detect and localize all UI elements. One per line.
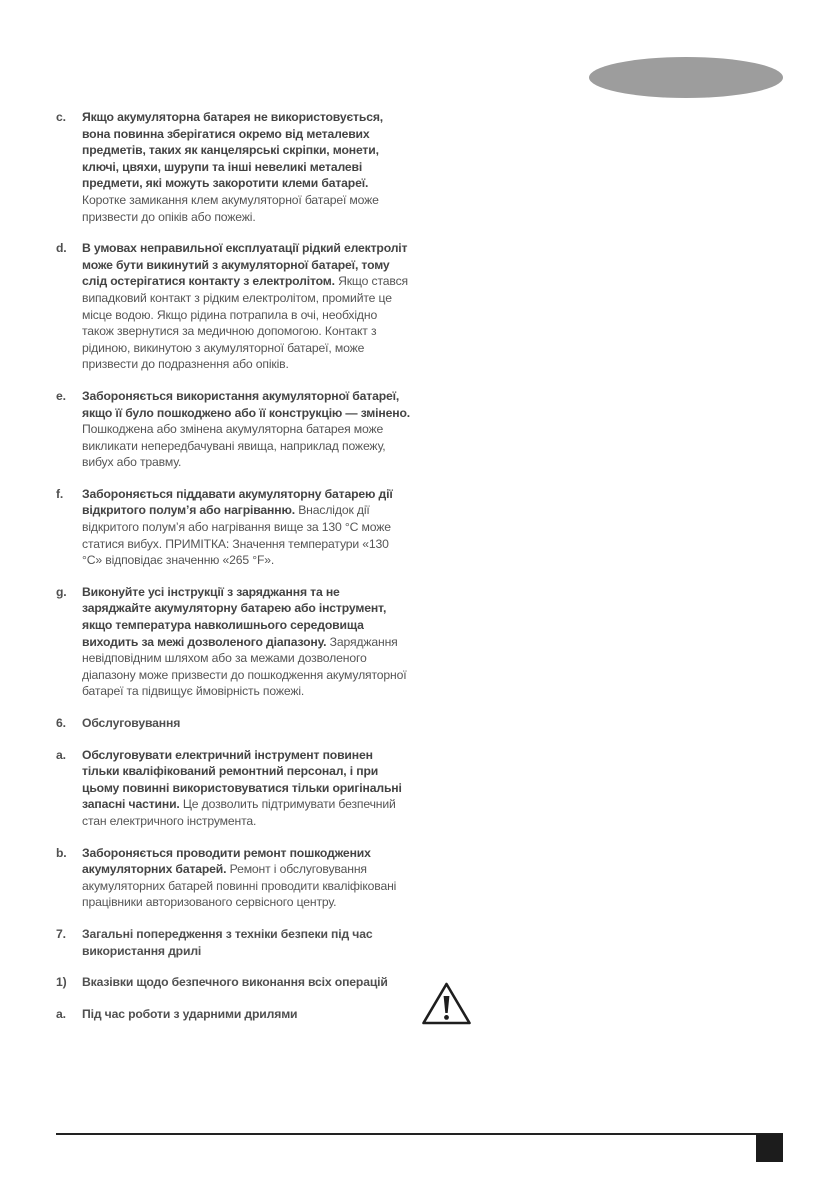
item-marker: c. bbox=[56, 110, 66, 124]
language-tab bbox=[589, 57, 783, 98]
safety-item-f bbox=[56, 486, 412, 569]
safety-item-g bbox=[56, 584, 412, 700]
section-heading-drill-safety bbox=[56, 926, 412, 959]
item-normal-text: Коротке замикання клем акумуляторної батареї може призвести до опіків або пожежі. bbox=[82, 192, 379, 224]
footer-rule bbox=[56, 1133, 783, 1135]
item-marker: f. bbox=[56, 486, 64, 501]
warning-triangle-icon bbox=[421, 981, 472, 1026]
item-normal-text: Це дозволить підтримувати безпечний стан електричного інструмента. bbox=[82, 797, 396, 828]
item-bold-text: Обслуговувати електричний інструмент повинен тільки кваліфікований ремонтний персонал, і при цьому повинні використовуватися тільки оригінальні запасні частини. bbox=[82, 747, 402, 812]
item-marker: a. bbox=[56, 747, 66, 762]
item-normal-text: Якщо стався випадковий контакт з рідким електролітом, промийте це місце водою. Якщо рідина потрапила в очі, необхідно також звернутися за медичною допомогою. Контакт з рідиною, викинутою з акумуляторної батареї, може призвести до подразнення або опіків. bbox=[82, 274, 408, 372]
text-column bbox=[56, 109, 412, 1037]
item-marker: d. bbox=[56, 241, 67, 256]
item-marker: g. bbox=[56, 584, 67, 599]
subsection-heading-all-operations bbox=[56, 974, 412, 991]
safety-item-c bbox=[56, 109, 412, 225]
item-bold-text: Забороняється проводити ремонт пошкоджених акумуляторних батарей. bbox=[82, 845, 371, 877]
item-bold-text: Загальні попередження з техніки безпеки під час використання дрилі bbox=[82, 926, 373, 958]
item-bold-text: Забороняється використання акумуляторної батареї, якщо її було пошкоджено або її конструкцію — змінено. bbox=[82, 388, 410, 420]
item-bold-text: Забороняється піддавати акумуляторну батарею дії відкритого полум’я або нагріванню. bbox=[82, 486, 393, 518]
item-bold-text: Вказівки щодо безпечного виконання всіх операцій bbox=[82, 975, 388, 990]
item-marker: 7. bbox=[56, 926, 66, 941]
item-marker: e. bbox=[56, 388, 66, 403]
item-normal-text: Ремонт і обслуговування акумуляторних батарей повинні проводити кваліфіковані працівники авторизованого сервісного центру. bbox=[82, 862, 397, 910]
item-bold-text: Якщо акумуляторна батарея не використовується, вона повинна зберігатися окремо від металевих предметів, таких як канцелярські скріпки, монети, ключі, цвяхи, шурупи та інші невеликі металеві предмети, які можуть закоротити клеми батареї. bbox=[82, 110, 384, 191]
item-normal-text: Заряджання невідповідним шляхом або за межами дозволеного діапазону може призвести до пошкодження акумуляторної батареї та підвищує ймовірність пожежі. bbox=[82, 634, 407, 699]
item-bold-text: Під час роботи з ударними дрилями bbox=[82, 1006, 298, 1021]
item-marker: 6. bbox=[56, 716, 66, 730]
item-normal-text: Пошкоджена або змінена акумуляторна батарея може викликати непередбачувані явища, наприклад пожежу, вибух або травму. bbox=[82, 422, 386, 470]
maintenance-item-b bbox=[56, 845, 412, 911]
item-marker: a. bbox=[56, 1006, 66, 1021]
item-bold-text: В умовах неправильної експлуатації рідкий електроліт може бути викинутий з акумуляторної батареї, тому слід остерігатися контакту з електролітом. bbox=[82, 241, 408, 289]
section-heading-maintenance bbox=[56, 715, 412, 732]
impact-drill-item-a bbox=[56, 1006, 412, 1023]
safety-item-e bbox=[56, 388, 412, 471]
maintenance-item-a bbox=[56, 747, 412, 830]
item-marker: 1) bbox=[56, 975, 67, 990]
safety-item-d bbox=[56, 240, 412, 373]
item-normal-text: Внаслідок дії відкритого полум’я або нагрівання вище за 130 °C може статися вибух. ПРИМІТКА: Значення температури «130 °C» відповідає значенню «265 °F». bbox=[82, 503, 391, 568]
item-bold-text: Обслуговування bbox=[82, 716, 181, 730]
item-marker: b. bbox=[56, 845, 67, 860]
item-bold-text: Виконуйте усі інструкції з заряджання та не заряджайте акумуляторну батарею або інструмент, якщо температура навколишнього середовища виходить за межі дозволеного діапазону. bbox=[82, 584, 387, 649]
page-number-box bbox=[756, 1134, 783, 1162]
